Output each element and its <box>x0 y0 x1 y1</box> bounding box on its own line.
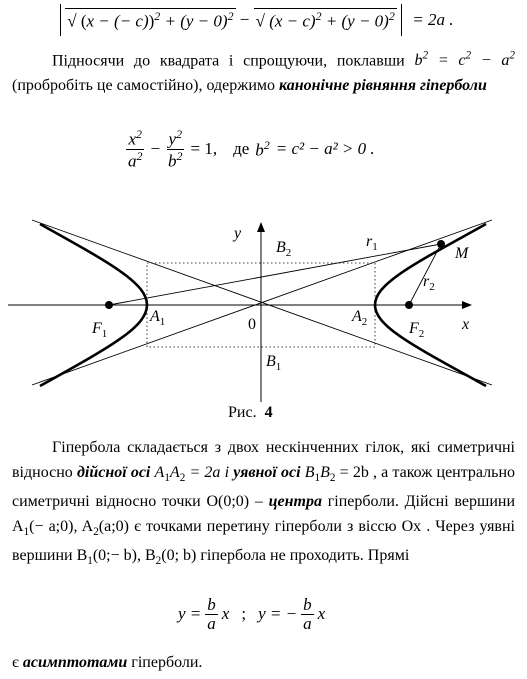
p2-center: центра <box>268 493 322 511</box>
hyperbola-figure <box>0 208 527 408</box>
sqrt2: √ $(x - c)^2 + (y - 0)^2$ <box>255 9 395 31</box>
focus-f1 <box>105 301 113 309</box>
y-axis-arrow <box>257 222 265 232</box>
abs-bar-left <box>60 4 61 36</box>
sqrt1: √ (x − (− $c))^2 + (y - 0)^2$ <box>67 9 234 31</box>
caption-prefix: Рис. <box>228 404 257 421</box>
label-f2: $F_2$ <box>409 320 425 340</box>
r1-line <box>109 244 441 305</box>
figure-caption <box>228 404 273 422</box>
label-y: y <box>234 225 242 242</box>
asym-y-eq-1: y = <box>178 604 202 624</box>
canon-condition: $b^2$ <box>255 137 270 160</box>
p1-text-2: (пробробіть це самостійно), одержимо <box>12 76 280 94</box>
top-eq-rhs: = 2a . <box>412 10 454 29</box>
p2-t1: Гіпербола складається з двох нескінченних гілок, які симетричні відносно <box>12 439 515 481</box>
asym-y-eq-2: y = − <box>258 604 298 624</box>
point-m <box>437 240 445 248</box>
asymptote-equations: y = $\frac{b}{a}$ x ; y = − $\frac{b}{a}$ x <box>178 595 326 633</box>
p2-real-axis: дійсної осі <box>76 463 151 481</box>
p1-text-1: Підносячи до квадрата і спрощуючи, поклавши <box>52 52 415 70</box>
label-f1: $F_1$ <box>92 320 108 340</box>
p2-imag-axis: уявної осі <box>233 463 301 481</box>
b2-def: $b^2 = c^2 - a^2$ <box>414 50 516 70</box>
frac-y2-b2: $\frac{y^2}{b^2}$ <box>168 127 183 171</box>
label-b1: $B_1$ <box>266 353 282 373</box>
abs-bar-right <box>401 4 402 36</box>
label-a1: $A_1$ <box>150 308 166 328</box>
canon-condition-tail: = c² − a² > 0 . <box>275 139 375 158</box>
last-line: є асимптотами гіперболи. <box>12 654 203 671</box>
top-equation: √ (x − (− $c))^2 + (y - 0)^2$ − √ $(x - c)^2 + (y - 0)^2 = 2a$ . <box>60 4 454 38</box>
label-r1: $r_1$ <box>366 233 378 253</box>
label-b2: $B_2$ <box>276 239 292 259</box>
label-r2: $r_2$ <box>423 273 435 293</box>
frac-x2-a2: $\frac{x^2}{a^2}$ <box>128 127 143 171</box>
canonical-equation: $\frac{x^2}{a^2}$ − $\frac{y^2}{b^2}$ = 1, де $b^2$ = c² − a² > 0 . <box>128 127 375 171</box>
p1-emphasis: канонічне рівняння гіперболи <box>279 76 487 94</box>
where-word: де <box>233 139 250 158</box>
canon-equals: = 1, <box>190 139 218 158</box>
label-origin: 0 <box>248 316 256 333</box>
paragraph-2: Гіпербола складається з двох нескінченних гілок, які симетричні відносно дійсної осі $A_1A_2 = 2a$ і уявної осі $B_1B_2 = 2b$ , а також центрально симетричні відносно точки O(0;0) – центра гіперболи. Дійсні вершини $A_1(-$ a;0), $A_2(a;0)$ є точками перетину гіперболи з віссю Ox . Через уявні вершини $B_1(0;- b)$, $B_2(0$; b) гіпербола не проходить. Прямі <box>12 439 516 568</box>
x-axis-arrow <box>462 301 472 309</box>
caption-number: 4 <box>264 404 273 421</box>
focus-f2 <box>405 301 413 309</box>
paragraph-1 <box>12 44 515 98</box>
label-x: x <box>462 316 470 333</box>
label-a2: $A_2$ <box>352 308 368 328</box>
asymptotes-emphasis: асимптотами <box>22 654 128 671</box>
label-m: M <box>455 245 469 262</box>
